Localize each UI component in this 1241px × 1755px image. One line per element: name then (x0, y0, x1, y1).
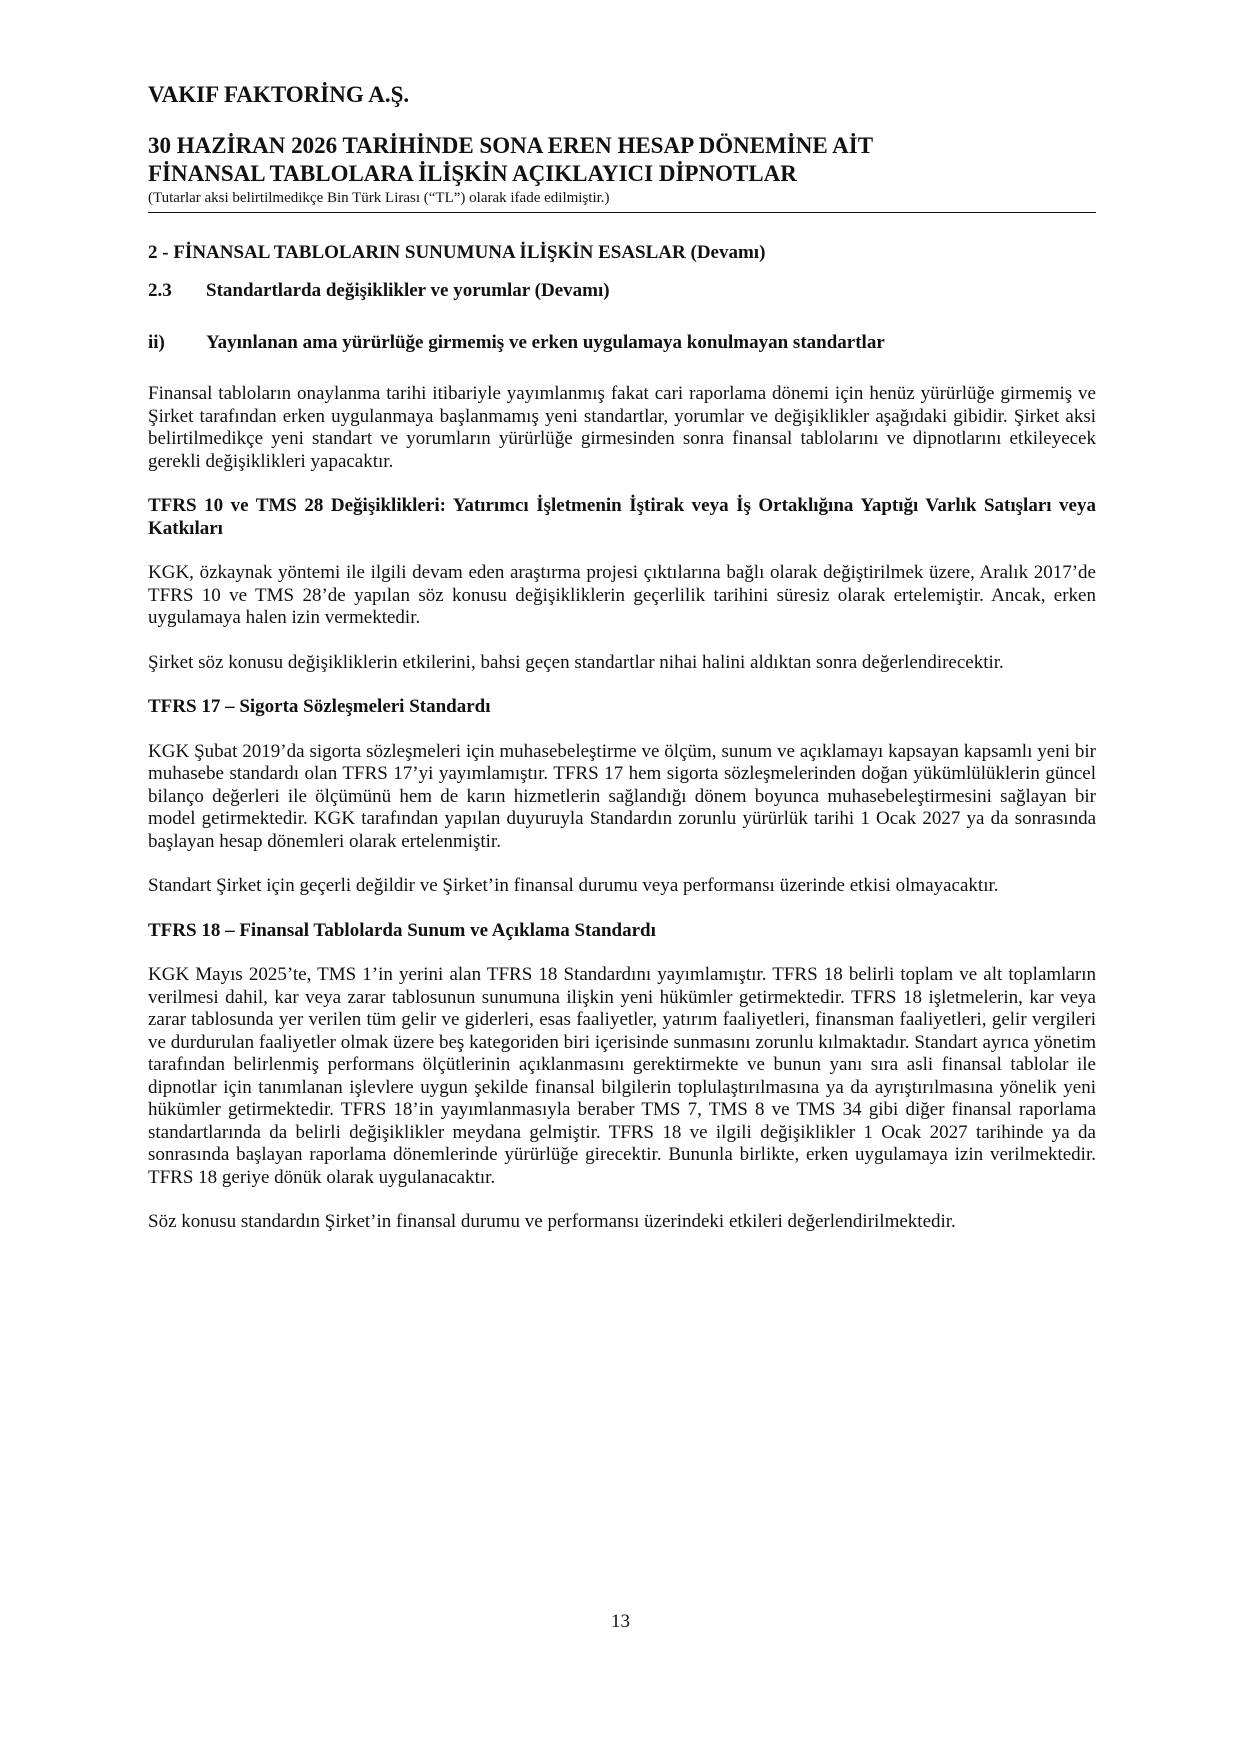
tfrs10-heading: TFRS 10 ve TMS 28 Değişiklikleri: Yatırımcı İşletmenin İştirak veya İş Ortaklığına Yaptığı Varlık Satışları veya Katkıları (148, 495, 1096, 539)
item-title: Yayınlanan ama yürürlüğe girmemiş ve erken uygulamaya konulmayan standartlar (206, 332, 885, 353)
item-number: ii) (148, 332, 165, 353)
tfrs10-paragraph-1: KGK, özkaynak yöntemi ile ilgili devam eden araştırma projesi çıktılarına bağlı olarak değiştirilmek üzere, Aralık 2017’de TFRS 10 ve TMS 28’de yapılan söz konusu değişikliklerin geçerlilik tarihini süresiz olarak ertelemiştir. Ancak, erken uygulamaya halen izin vermektedir. (148, 562, 1096, 628)
subsection-heading (148, 279, 1096, 303)
intro-paragraph: Finansal tabloların onaylanma tarihi itibariyle yayımlanmış fakat cari raporlama dönemi için henüz yürürlüğe girmemiş ve Şirket tarafından erken uygulanmaya başlanmamış yeni standartlar, yorumlar ve değişiklikler aşağıdaki gibidir. Şirket aksi belirtilmedikçe yeni standart ve yorumların yürürlüğe girmesinden sonra finansal tablolarını ve dipnotlarını etkileyecek gerekli değişiklikleri yapacaktır. (148, 383, 1096, 472)
company-name: VAKIF FAKTORİNG A.Ş. (148, 82, 410, 107)
document-title-line-2: FİNANSAL TABLOLARA İLİŞKİN AÇIKLAYICI DİPNOTLAR (148, 161, 797, 186)
subsection-title: Standartlarda değişiklikler ve yorumlar (Devamı) (206, 280, 610, 301)
tfrs18-paragraph-1: KGK Mayıs 2025’te, TMS 1’in yerini alan TFRS 18 Standardını yayımlamıştır. TFRS 18 belirli toplam ve alt toplamların verilmesi dahil, kar veya zarar tablosunun sunumuna ilişkin yeni hükümler getirmektedir. TFRS 18 işletmelerin, kar veya zarar tablosunda yer verilen tüm gelir ve giderleri, esas faaliyetler, yatırım faaliyetleri, finansman faaliyetleri, gelir vergileri ve durdurulan faaliyetler olmak üzere beş kategoriden biri içerisinde sunmasını zorunlu kılmaktadır. Standart ayrıca yönetim tarafından belirlenmiş performans ölçütlerinin açıklanmasını gerektirmekte ve bunun yanı sıra asli finansal tablolar ile dipnotlar için tanımlanan işlevlere uygun şekilde finansal bilgilerin toplulaştırılmasına ya da ayrıştırılmasına yönelik yeni hükümler getirmektedir. TFRS 18’in yayımlanmasıyla beraber TMS 7, TMS 8 ve TMS 34 gibi diğer finansal raporlama standartlarında da belirli değişiklikler meydana gelmiştir. TFRS 18 ve ilgili değişiklikler 1 Ocak 2027 tarihinde ya da sonrasında başlayan raporlama dönemlerinde yürürlüğe girecektir. Bununla birlikte, erken uygulamaya izin verilmektedir. TFRS 18 geriye dönük olarak uygulanacaktır. (148, 964, 1096, 1188)
tfrs18-heading: TFRS 18 – Finansal Tablolarda Sunum ve Açıklama Standardı (148, 919, 656, 941)
tfrs18-paragraph-2: Söz konusu standardın Şirket’in finansal durumu ve performansı üzerindeki etkileri değerlendirilmektedir. (148, 1211, 956, 1232)
tfrs10-paragraph-2: Şirket söz konusu değişikliklerin etkilerini, bahsi geçen standartlar nihai halini aldıktan sonra değerlendirecektir. (148, 651, 1004, 673)
tfrs17-paragraph-1: KGK Şubat 2019’da sigorta sözleşmeleri için muhasebeleştirme ve ölçüm, sunum ve açıklamayı kapsayan kapsamlı yeni bir muhasebe standardı olan TFRS 17’yi yayımlamıştır. TFRS 17 hem sigorta sözleşmelerinden doğan yükümlülüklerin güncel bilanço değerleri ile ölçümünü hem de karın hizmetlerin sağlandığı dönem boyunca muhasebeleştirmesini sağlayan bir model getirmektedir. KGK tarafından yapılan duyuruyla Standardın zorunlu yürürlük tarihi 1 Ocak 2027 ya da sonrasında başlayan hesap dönemleri olarak ertelenmiştir. (148, 740, 1096, 852)
subsection-number: 2.3 (148, 280, 172, 301)
page-number: 13 (611, 1611, 630, 1632)
document-title-line-1: 30 HAZİRAN 2026 TARİHİNDE SONA EREN HESAP DÖNEMİNE AİT (148, 133, 874, 158)
document-subtitle: (Tutarlar aksi belirtilmedikçe Bin Türk Lirası (“TL”) olarak ifade edilmiştir.) (148, 188, 1096, 213)
document-page (148, 80, 1096, 1256)
tfrs17-paragraph-2: Standart Şirket için geçerli değildir ve Şirket’in finansal durumu veya performansı üzerinde etkisi olmayacaktır. (148, 875, 999, 896)
section-heading: 2 - FİNANSAL TABLOLARIN SUNUMUNA İLİŞKİN ESASLAR (Devamı) (148, 242, 766, 263)
item-heading (148, 331, 1096, 355)
tfrs17-heading: TFRS 17 – Sigorta Sözleşmeleri Standardı (148, 696, 491, 717)
